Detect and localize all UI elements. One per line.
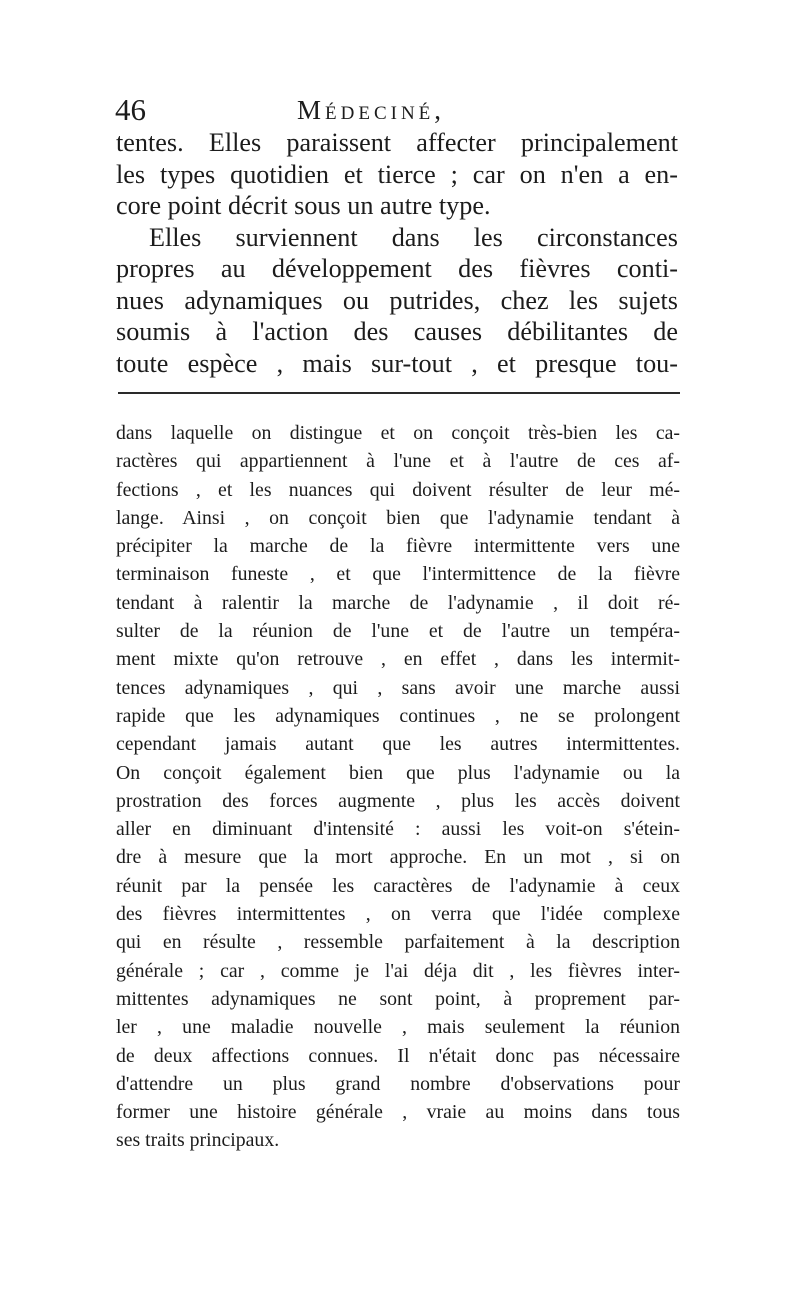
main-text-line: toute espèce , mais sur-tout , et presque tou- — [116, 348, 678, 378]
footnote-line: mittentes adynamiques ne sont point, à proprement par- — [116, 987, 680, 1010]
footnote-line: dre à mesure que la mort approche. En un mot , si on — [116, 846, 680, 869]
page-number: 46 — [115, 92, 146, 127]
running-head: Médeciné, — [297, 95, 446, 125]
main-text-line: les types quotidien et tierce ; car on n'en a en- — [116, 159, 678, 189]
footnote-line: terminaison funeste , et que l'intermittence de la fièvre — [116, 563, 680, 586]
footnote-line: ractères qui appartiennent à l'une et à l'autre de ces af- — [116, 450, 680, 473]
footnote-line: ses traits principaux. — [116, 1129, 280, 1152]
footnote-line: générale ; car , comme je l'ai déja dit , les fièvres inter- — [116, 959, 680, 982]
footnote-line: ment mixte qu'on retrouve , en effet , dans les intermit- — [116, 648, 680, 671]
footnote-line: former une histoire générale , vraie au moins dans tous — [116, 1101, 680, 1124]
footnote-line: ler , une maladie nouvelle , mais seulement la réunion — [116, 1016, 680, 1039]
footnote-line: des fièvres intermittentes , on verra que l'idée complexe — [116, 903, 680, 926]
main-text-line: soumis à l'action des causes débilitantes de — [116, 317, 678, 346]
footnote-separator-rule — [118, 392, 680, 394]
main-text-block — [116, 127, 678, 379]
footnote-line: d'attendre un plus grand nombre d'observations pour — [116, 1072, 680, 1095]
footnote-line: prostration des forces augmente , plus les accès doivent — [116, 789, 680, 812]
footnote-line: On conçoit également bien que plus l'adynamie ou la — [116, 761, 680, 784]
footnote-line: de deux affections connues. Il n'était donc pas nécessaire — [116, 1044, 680, 1067]
main-text-line: nues adynamiques ou putrides, chez les sujets — [116, 285, 678, 315]
footnote-line: dans laquelle on distingue et on conçoit très-bien les ca- — [116, 422, 680, 444]
footnote-line: précipiter la marche de la fièvre intermittente vers une — [116, 535, 680, 558]
footnote-line: tences adynamiques , qui , sans avoir une marche aussi — [116, 676, 680, 699]
footnote-line: qui en résulte , ressemble parfaitement à la description — [116, 931, 680, 954]
footnote-line: aller en diminuant d'intensité : aussi les voit-on s'étein- — [116, 818, 680, 841]
footnote-line: réunit par la pensée les caractères de l'adynamie à ceux — [116, 874, 680, 897]
footnote-line: fections , et les nuances qui doivent résulter de leur mé- — [116, 478, 680, 501]
main-text-line: Elles surviennent dans les circonstances — [149, 222, 678, 252]
page-header — [113, 90, 683, 130]
footnote-line: cependant jamais autant que les autres intermittentes. — [116, 733, 680, 756]
main-text-line: core point décrit sous un autre type. — [116, 191, 491, 220]
main-text-line: tentes. Elles paraissent affecter principalement — [116, 128, 678, 157]
footnote-line: lange. Ainsi , on conçoit bien que l'adynamie tendant à — [116, 506, 680, 529]
footnote-line: sulter de la réunion de l'une et de l'autre un tempéra- — [116, 620, 680, 643]
main-text-line: propres au développement des fièvres conti- — [116, 254, 678, 283]
footnote-line: tendant à ralentir la marche de l'adynamie , il doit ré- — [116, 591, 680, 614]
footnote-block — [116, 419, 680, 1155]
footnote-line: rapide que les adynamiques continues , ne se prolongent — [116, 704, 680, 727]
